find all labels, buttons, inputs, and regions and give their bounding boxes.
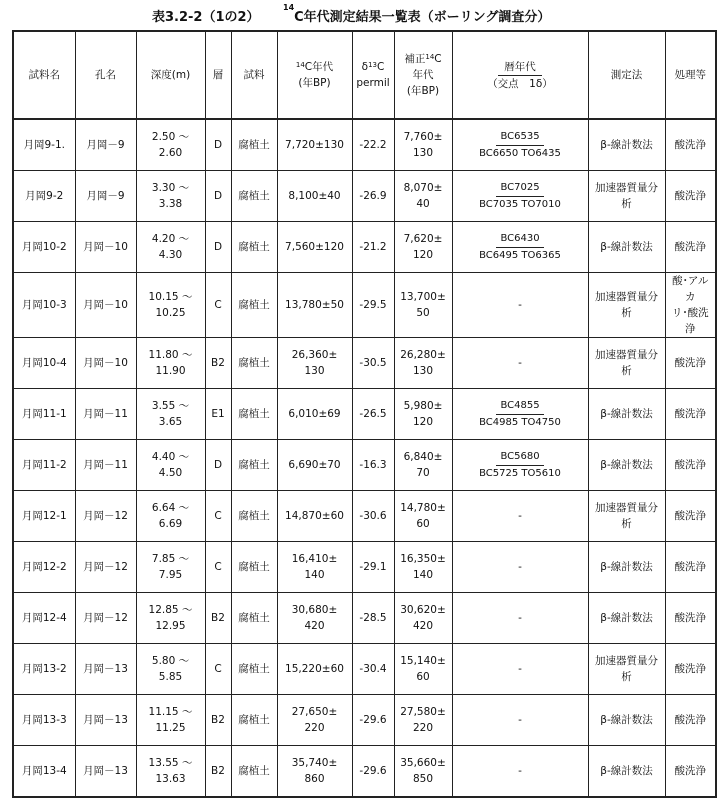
header-row bbox=[13, 31, 716, 119]
cell-corrected: 5,980± 120 bbox=[394, 389, 452, 440]
cell-sample: 月岡11-1 bbox=[13, 389, 75, 440]
cell-delta: -30.4 bbox=[352, 644, 394, 695]
cell-method: β-線計数法 bbox=[588, 695, 665, 746]
cell-material: 腐植土 bbox=[231, 338, 277, 389]
cell-delta: -29.6 bbox=[352, 695, 394, 746]
cell-calendar-age: BC5680 BC5725 TO5610 bbox=[452, 440, 588, 491]
cell-hole: 月岡－10 bbox=[75, 222, 136, 273]
cell-depth: 4.20 ～ 4.30 bbox=[136, 222, 205, 273]
table-row bbox=[13, 695, 716, 746]
cell-calendar-age: - bbox=[452, 542, 588, 593]
cell-corrected: 30,620± 420 bbox=[394, 593, 452, 644]
cell-layer: B2 bbox=[205, 338, 231, 389]
cell-sample: 月岡9-1. bbox=[13, 119, 75, 171]
cell-delta: -28.5 bbox=[352, 593, 394, 644]
cell-c14: 8,100±40 bbox=[277, 171, 352, 222]
header-layer: 層 bbox=[205, 31, 231, 119]
cell-delta: -30.6 bbox=[352, 491, 394, 542]
cell-sample: 月岡12-1 bbox=[13, 491, 75, 542]
cell-hole: 月岡－13 bbox=[75, 644, 136, 695]
cell-delta: -29.5 bbox=[352, 273, 394, 338]
cell-material: 腐植土 bbox=[231, 171, 277, 222]
cell-sample: 月岡13-2 bbox=[13, 644, 75, 695]
cell-treatment: 酸洗浄 bbox=[665, 119, 716, 171]
cell-depth: 2.50 ～ 2.60 bbox=[136, 119, 205, 171]
header-c14: $^{14}$C年代 (年BP) bbox=[277, 31, 352, 119]
cell-c14: 27,650± 220 bbox=[277, 695, 352, 746]
cell-corrected: 8,070± 40 bbox=[394, 171, 452, 222]
cell-depth: 3.55 ～ 3.65 bbox=[136, 389, 205, 440]
cell-hole: 月岡－11 bbox=[75, 389, 136, 440]
cell-material: 腐植土 bbox=[231, 593, 277, 644]
cell-material: 腐植土 bbox=[231, 746, 277, 798]
cell-corrected: 7,620± 120 bbox=[394, 222, 452, 273]
cell-material: 腐植土 bbox=[231, 273, 277, 338]
header-treatment: 処理等 bbox=[665, 31, 716, 119]
cell-c14: 7,560±120 bbox=[277, 222, 352, 273]
cell-calendar-age: BC6535 BC6650 TO6435 bbox=[452, 119, 588, 171]
cell-material: 腐植土 bbox=[231, 695, 277, 746]
cell-depth: 4.40 ～ 4.50 bbox=[136, 440, 205, 491]
cell-depth: 7.85 ～ 7.95 bbox=[136, 542, 205, 593]
cell-material: 腐植土 bbox=[231, 389, 277, 440]
cell-layer: D bbox=[205, 440, 231, 491]
cell-sample: 月岡10-4 bbox=[13, 338, 75, 389]
cell-treatment: 酸洗浄 bbox=[665, 644, 716, 695]
cell-depth: 3.30 ～ 3.38 bbox=[136, 171, 205, 222]
cell-c14: 6,010±69 bbox=[277, 389, 352, 440]
cell-calendar-age: - bbox=[452, 491, 588, 542]
cell-hole: 月岡－12 bbox=[75, 593, 136, 644]
cell-delta: -26.9 bbox=[352, 171, 394, 222]
cell-corrected: 13,700± 50 bbox=[394, 273, 452, 338]
cell-hole: 月岡－13 bbox=[75, 695, 136, 746]
table-row bbox=[13, 389, 716, 440]
cell-method: β-線計数法 bbox=[588, 542, 665, 593]
cell-method: β-線計数法 bbox=[588, 222, 665, 273]
cell-c14: 35,740± 860 bbox=[277, 746, 352, 798]
cell-treatment: 酸洗浄 bbox=[665, 171, 716, 222]
cell-corrected: 26,280± 130 bbox=[394, 338, 452, 389]
cell-treatment: 酸洗浄 bbox=[665, 491, 716, 542]
header-sample: 試料名 bbox=[13, 31, 75, 119]
cell-layer: C bbox=[205, 644, 231, 695]
header-corrected: 補正$^{14}$C 年代 (年BP) bbox=[394, 31, 452, 119]
cell-delta: -29.6 bbox=[352, 746, 394, 798]
table-row bbox=[13, 273, 716, 338]
cell-material: 腐植土 bbox=[231, 440, 277, 491]
title-main: C年代測定結果一覧表（ボーリング調査分） bbox=[294, 10, 551, 25]
cell-corrected: 15,140± 60 bbox=[394, 644, 452, 695]
cell-hole: 月岡－11 bbox=[75, 440, 136, 491]
cell-depth: 12.85 ～ 12.95 bbox=[136, 593, 205, 644]
cell-treatment: 酸洗浄 bbox=[665, 593, 716, 644]
cell-layer: C bbox=[205, 491, 231, 542]
cell-treatment: 酸洗浄 bbox=[665, 222, 716, 273]
cell-layer: B2 bbox=[205, 746, 231, 798]
cell-sample: 月岡13-3 bbox=[13, 695, 75, 746]
cell-method: β-線計数法 bbox=[588, 389, 665, 440]
cell-treatment: 酸洗浄 bbox=[665, 440, 716, 491]
table-row bbox=[13, 171, 716, 222]
cell-corrected: 35,660± 850 bbox=[394, 746, 452, 798]
table-row bbox=[13, 746, 716, 798]
cell-method: 加速器質量分析 bbox=[588, 273, 665, 338]
cell-calendar-age: - bbox=[452, 593, 588, 644]
table-row bbox=[13, 491, 716, 542]
cell-material: 腐植土 bbox=[231, 542, 277, 593]
cell-method: 加速器質量分析 bbox=[588, 644, 665, 695]
cell-method: 加速器質量分析 bbox=[588, 171, 665, 222]
cell-delta: -22.2 bbox=[352, 119, 394, 171]
cell-c14: 30,680± 420 bbox=[277, 593, 352, 644]
cell-sample: 月岡12-4 bbox=[13, 593, 75, 644]
table-caption bbox=[283, 3, 551, 25]
cell-depth: 11.15 ～ 11.25 bbox=[136, 695, 205, 746]
cell-corrected: 7,760± 130 bbox=[394, 119, 452, 171]
cell-hole: 月岡－12 bbox=[75, 491, 136, 542]
table-title bbox=[0, 4, 725, 26]
table-number: 表3.2-2（1の2） bbox=[152, 10, 260, 25]
cell-calendar-age: BC4855 BC4985 TO4750 bbox=[452, 389, 588, 440]
cell-c14: 16,410± 140 bbox=[277, 542, 352, 593]
cell-layer: E1 bbox=[205, 389, 231, 440]
table-row bbox=[13, 338, 716, 389]
table-row bbox=[13, 222, 716, 273]
results-table bbox=[12, 30, 717, 798]
cell-layer: B2 bbox=[205, 695, 231, 746]
cell-calendar-age: - bbox=[452, 338, 588, 389]
cell-delta: -30.5 bbox=[352, 338, 394, 389]
table-row bbox=[13, 542, 716, 593]
cell-sample: 月岡13-4 bbox=[13, 746, 75, 798]
cell-delta: -29.1 bbox=[352, 542, 394, 593]
cell-method: β-線計数法 bbox=[588, 119, 665, 171]
cell-layer: C bbox=[205, 542, 231, 593]
cell-delta: -16.3 bbox=[352, 440, 394, 491]
cell-hole: 月岡－10 bbox=[75, 338, 136, 389]
cell-sample: 月岡12-2 bbox=[13, 542, 75, 593]
cell-method: β-線計数法 bbox=[588, 440, 665, 491]
cell-layer: D bbox=[205, 171, 231, 222]
cell-calendar-age: - bbox=[452, 644, 588, 695]
table-row bbox=[13, 644, 716, 695]
cell-corrected: 6,840± 70 bbox=[394, 440, 452, 491]
cell-c14: 6,690±70 bbox=[277, 440, 352, 491]
cell-treatment: 酸洗浄 bbox=[665, 338, 716, 389]
cell-hole: 月岡－13 bbox=[75, 746, 136, 798]
cell-depth: 13.55 ～ 13.63 bbox=[136, 746, 205, 798]
cell-method: 加速器質量分析 bbox=[588, 338, 665, 389]
cell-hole: 月岡－10 bbox=[75, 273, 136, 338]
cell-method: β-線計数法 bbox=[588, 746, 665, 798]
cell-delta: -26.5 bbox=[352, 389, 394, 440]
cell-material: 腐植土 bbox=[231, 222, 277, 273]
cell-c14: 7,720±130 bbox=[277, 119, 352, 171]
cell-method: 加速器質量分析 bbox=[588, 491, 665, 542]
table-row bbox=[13, 119, 716, 171]
cell-treatment: 酸洗浄 bbox=[665, 695, 716, 746]
cell-treatment: 酸洗浄 bbox=[665, 746, 716, 798]
header-material: 試料 bbox=[231, 31, 277, 119]
cell-treatment: 酸洗浄 bbox=[665, 389, 716, 440]
cell-corrected: 16,350± 140 bbox=[394, 542, 452, 593]
table-row bbox=[13, 440, 716, 491]
cell-layer: D bbox=[205, 119, 231, 171]
cell-c14: 14,870±60 bbox=[277, 491, 352, 542]
cell-calendar-age: - bbox=[452, 273, 588, 338]
cell-layer: C bbox=[205, 273, 231, 338]
cell-layer: D bbox=[205, 222, 231, 273]
cell-layer: B2 bbox=[205, 593, 231, 644]
header-method: 測定法 bbox=[588, 31, 665, 119]
cell-hole: 月岡－9 bbox=[75, 171, 136, 222]
cell-depth: 5.80 ～ 5.85 bbox=[136, 644, 205, 695]
header-depth: 深度(m) bbox=[136, 31, 205, 119]
cell-calendar-age: BC7025 BC7035 TO7010 bbox=[452, 171, 588, 222]
cell-depth: 6.64 ～ 6.69 bbox=[136, 491, 205, 542]
header-delta: $\delta^{13}C$ permil bbox=[352, 31, 394, 119]
cell-delta: -21.2 bbox=[352, 222, 394, 273]
cell-c14: 26,360± 130 bbox=[277, 338, 352, 389]
cell-c14: 13,780±50 bbox=[277, 273, 352, 338]
cell-material: 腐植土 bbox=[231, 491, 277, 542]
cell-treatment: 酸･アルカ リ･酸洗浄 bbox=[665, 273, 716, 338]
cell-material: 腐植土 bbox=[231, 644, 277, 695]
cell-c14: 15,220±60 bbox=[277, 644, 352, 695]
cell-calendar-age: - bbox=[452, 746, 588, 798]
cell-corrected: 14,780± 60 bbox=[394, 491, 452, 542]
cell-method: β-線計数法 bbox=[588, 593, 665, 644]
header-calendar-age: 暦年代 （交点 1δ） bbox=[452, 31, 588, 119]
header-hole: 孔名 bbox=[75, 31, 136, 119]
cell-depth: 10.15 ～ 10.25 bbox=[136, 273, 205, 338]
table-row bbox=[13, 593, 716, 644]
cell-hole: 月岡－9 bbox=[75, 119, 136, 171]
title-superscript: 14 bbox=[283, 3, 295, 12]
cell-calendar-age: - bbox=[452, 695, 588, 746]
cell-sample: 月岡10-2 bbox=[13, 222, 75, 273]
cell-sample: 月岡11-2 bbox=[13, 440, 75, 491]
cell-hole: 月岡－12 bbox=[75, 542, 136, 593]
cell-depth: 11.80 ～ 11.90 bbox=[136, 338, 205, 389]
cell-corrected: 27,580± 220 bbox=[394, 695, 452, 746]
cell-treatment: 酸洗浄 bbox=[665, 542, 716, 593]
cell-sample: 月岡10-3 bbox=[13, 273, 75, 338]
cell-sample: 月岡9-2 bbox=[13, 171, 75, 222]
cell-material: 腐植土 bbox=[231, 119, 277, 171]
cell-calendar-age: BC6430 BC6495 TO6365 bbox=[452, 222, 588, 273]
